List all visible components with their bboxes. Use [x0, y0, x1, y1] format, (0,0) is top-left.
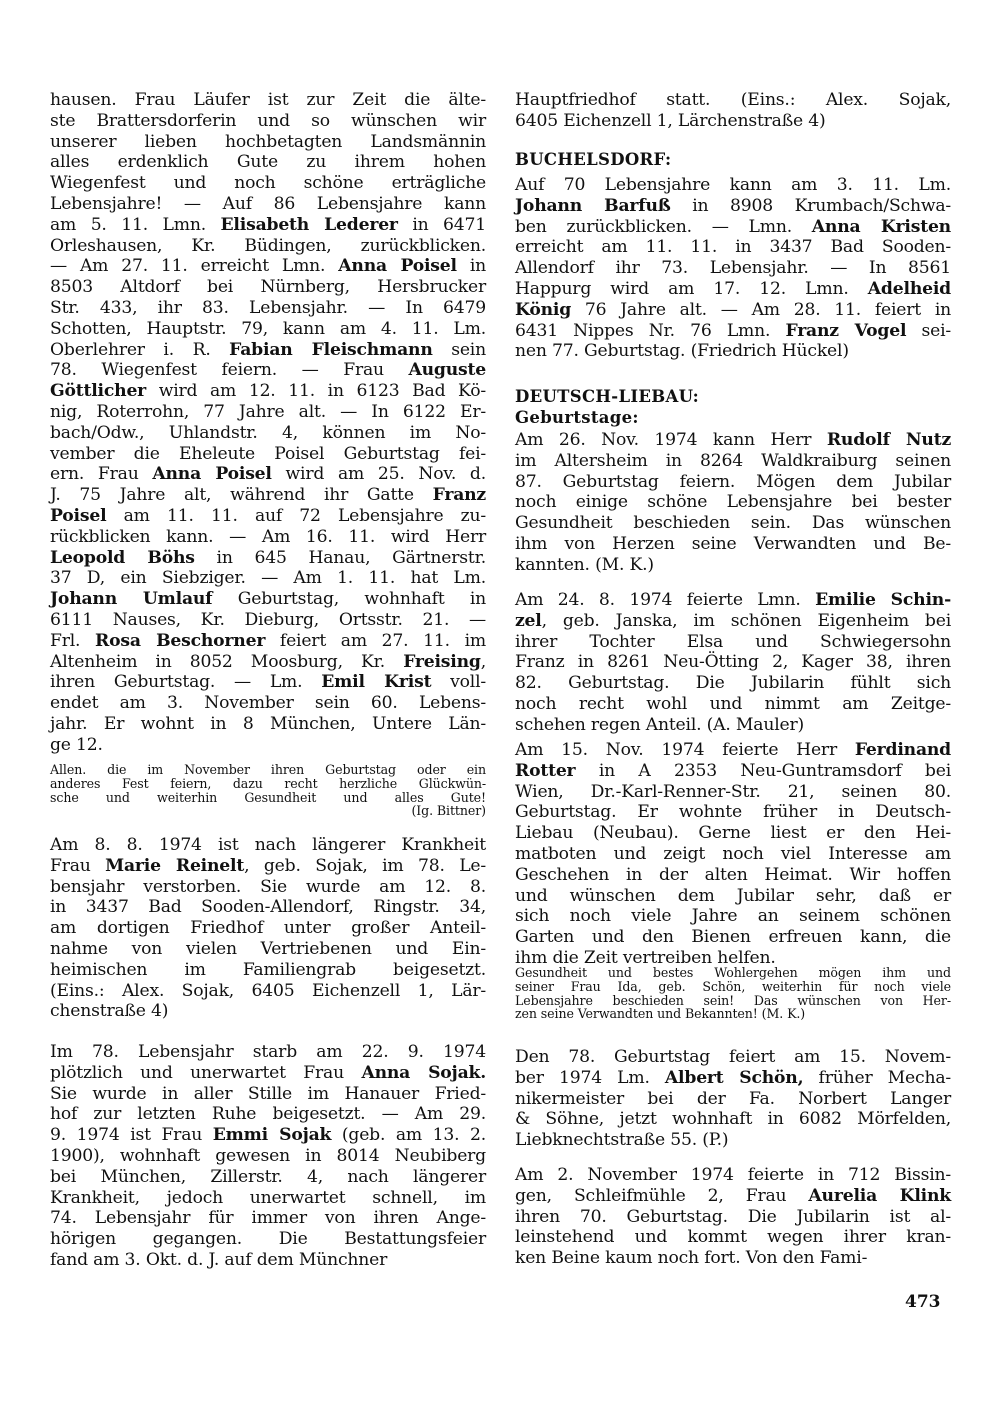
- paragraph: [50, 1042, 486, 1271]
- text-line: [515, 387, 951, 408]
- text-line: [50, 1167, 486, 1188]
- person-name: Aurelia Klink: [808, 1185, 951, 1206]
- text-segment: 74. Lebensjahr für immer von ihren Ange-: [50, 1208, 486, 1229]
- text-segment: noch einige schöne Lebensjahre bei bester: [515, 492, 951, 513]
- text-line: [515, 1068, 951, 1089]
- text-line: [50, 402, 486, 423]
- text-segment: BUCHELSDORF:: [515, 150, 672, 169]
- text-line: [50, 589, 486, 610]
- text-segment: am 11. 11. auf 72 Lebensjahre zu-: [106, 505, 486, 526]
- text-segment: endet am 3. November sein 60. Lebens-: [50, 693, 486, 714]
- text-line: [50, 877, 486, 898]
- text-line: [515, 258, 951, 279]
- text-line: [515, 823, 951, 844]
- text-segment: & Söhne, jetzt wohnhaft in 6082 Mörfelden,: [515, 1109, 951, 1130]
- text-line: [50, 1229, 486, 1250]
- paragraph: [515, 590, 951, 736]
- text-line: [515, 1047, 951, 1068]
- text-line: [50, 319, 486, 340]
- text-line: [50, 981, 486, 1002]
- text-segment: Schotten, Hauptstr. 79, kann am 4. 11. Lm.: [50, 318, 486, 339]
- text-line: [515, 927, 951, 948]
- paragraph: [515, 430, 951, 576]
- person-name: Elisabeth Lederer: [220, 214, 398, 235]
- text-segment: unserer lieben hochbetagten Landsmännin: [50, 131, 486, 152]
- person-name: Johann Barfuß: [515, 195, 671, 216]
- text-line: [515, 1248, 951, 1269]
- paragraph: [50, 835, 486, 1022]
- text-line: [50, 506, 486, 527]
- text-line: [50, 464, 486, 485]
- text-segment: ihrer Tochter Elsa und Schwiegersohn: [515, 631, 951, 652]
- paragraph: [50, 90, 486, 756]
- text-line: [50, 1250, 486, 1271]
- text-segment: 8503 Altdorf bei Nürnberg, Hersbrucker: [50, 277, 486, 298]
- text-line: [515, 844, 951, 865]
- text-line: [515, 451, 951, 472]
- text-line: [50, 215, 486, 236]
- person-name: Rotter: [515, 760, 576, 781]
- text-segment: Am 24. 8. 1974 feierte Lmn.: [515, 590, 816, 610]
- text-line: [50, 1001, 486, 1022]
- text-line: [515, 611, 951, 632]
- text-segment: sein: [432, 339, 486, 360]
- text-segment: ber 1974 Lm.: [515, 1067, 665, 1088]
- text-segment: jahr. Er wohnt in 8 München, Untere Län-: [50, 713, 486, 734]
- person-name: Marie Reinelt: [105, 855, 245, 876]
- text-line: [50, 485, 486, 506]
- text-line: [50, 236, 486, 257]
- text-segment: (Eins.: Alex. Sojak, 6405 Eichenzell 1, Lär-: [50, 980, 486, 1001]
- text-segment: ihren 70. Geburtstag. Die Jubilarin ist al-: [515, 1206, 951, 1227]
- text-line: [515, 90, 951, 111]
- text-line: [50, 672, 486, 693]
- text-line: [50, 340, 486, 361]
- text-line: [50, 763, 486, 777]
- text-line: [515, 761, 951, 782]
- text-line: [515, 906, 951, 927]
- text-segment: in: [456, 256, 486, 277]
- text-line: [515, 782, 951, 803]
- text-line: [515, 279, 951, 300]
- text-segment: Am 26. Nov. 1974 kann Herr: [515, 430, 827, 450]
- text-line: [50, 90, 486, 111]
- person-name: Ferdinand: [854, 740, 951, 760]
- text-segment: Geschehen in der alten Heimat. Wir hoffen: [515, 864, 951, 885]
- text-segment: chenstraße 4): [50, 1001, 169, 1022]
- text-line: [50, 960, 486, 981]
- text-line: [50, 714, 486, 735]
- text-line: [50, 693, 486, 714]
- text-segment: erreicht am 11. 11. in 3437 Bad Sooden-: [515, 237, 951, 258]
- text-segment: Hauptfriedhof statt. (Eins.: Alex. Sojak,: [515, 90, 951, 110]
- text-segment: Sie wurde in aller Stille im Hanauer Fried-: [50, 1083, 486, 1104]
- text-segment: ben zurückblicken. — Lmn.: [515, 216, 812, 237]
- page-number: 473: [905, 1292, 941, 1312]
- text-line: [50, 1104, 486, 1125]
- text-line: [515, 1186, 951, 1207]
- text-line: [515, 652, 951, 673]
- text-segment: Lebensjahre beschieden sein! Das wünschen von Her-: [515, 992, 951, 1008]
- small-print-note: [515, 966, 951, 1021]
- text-segment: J. 75 Jahre alt, während ihr Gatte: [50, 485, 433, 506]
- text-segment: wird am 25. Nov. d.: [271, 464, 486, 485]
- text-line: [515, 321, 951, 342]
- text-line: [515, 673, 951, 694]
- person-name: zel: [515, 610, 542, 631]
- text-segment: in 6471: [397, 214, 486, 235]
- text-line: [50, 897, 486, 918]
- text-segment: zen seine Verwandten und Bekannten! (M. K.): [515, 1006, 806, 1022]
- text-line: [515, 632, 951, 653]
- text-line: [50, 1208, 486, 1229]
- paragraph: [515, 740, 951, 969]
- text-segment: Lebensjahre! — Auf 86 Lebensjahre kann: [50, 193, 486, 214]
- person-name: Poisel: [50, 505, 107, 526]
- text-line: [515, 237, 951, 258]
- text-segment: feiert am 27. 11. im: [265, 630, 486, 651]
- text-line: [515, 1227, 951, 1248]
- text-line: [515, 865, 951, 886]
- text-segment: Oberlehrer i. R.: [50, 339, 230, 360]
- text-segment: (geb. am 13. 2.: [331, 1125, 486, 1146]
- text-line: [50, 568, 486, 589]
- text-segment: , geb. Sojak, im 78. Le-: [244, 855, 486, 876]
- text-segment: nikermeister bei der Fa. Norbert Langer: [515, 1088, 951, 1109]
- text-segment: in 8908 Krumbach/Schwa-: [670, 195, 952, 216]
- text-line: [515, 534, 951, 555]
- text-line: [50, 152, 486, 173]
- text-segment: anderes Fest feiern, dazu recht herzliche Glückwün-: [50, 775, 486, 791]
- text-line: [50, 791, 486, 805]
- text-line: [50, 835, 486, 856]
- text-segment: Liebknechtstraße 55. (P.): [515, 1130, 729, 1151]
- text-segment: Gesundheit beschieden sein. Das wünschen: [515, 513, 951, 534]
- text-segment: 6431 Nippes Nr. 76 Lmn.: [515, 320, 786, 341]
- text-segment: in 3437 Bad Sooden-Allendorf, Ringstr. 34,: [50, 897, 486, 918]
- text-line: [515, 217, 951, 238]
- text-segment: Liebau (Neubau). Gerne liest er den Hei-: [515, 823, 951, 844]
- text-line: [515, 980, 951, 994]
- text-segment: Str. 433, ihr 83. Lebensjahr. — In 6479: [50, 297, 486, 318]
- text-segment: Gesundheit und bestes Wohlergehen mögen ihm und: [515, 965, 951, 980]
- text-segment: hausen. Frau Läufer ist zur Zeit die älte-: [50, 90, 486, 110]
- person-name: Albert Schön,: [664, 1067, 804, 1088]
- text-line: [515, 430, 951, 451]
- text-segment: ge 12.: [50, 734, 103, 755]
- person-name: Auguste: [408, 360, 486, 381]
- text-line: [50, 1146, 486, 1167]
- text-segment: nen 77. Geburtstag. (Friedrich Hückel): [515, 341, 849, 362]
- text-line: [50, 1042, 486, 1063]
- person-name: Franz Vogel: [785, 320, 907, 341]
- text-segment: 82. Geburtstag. Die Jubilarin fühlt sich: [515, 673, 951, 694]
- text-segment: bei München, Zillerstr. 4, nach längerer: [50, 1166, 486, 1187]
- text-line: [515, 513, 951, 534]
- person-name: Franz: [432, 485, 486, 506]
- person-name: Fabian Fleischmann: [229, 339, 433, 360]
- text-segment: (Ig. Bittner): [411, 803, 486, 819]
- text-segment: Frl.: [50, 630, 96, 651]
- text-line: [50, 777, 486, 791]
- person-name: Adelheid: [867, 278, 951, 299]
- text-segment: in A 2353 Neu-Guntramsdorf bei: [575, 760, 951, 781]
- text-segment: Geburtstag. Er wohnte früher in Deutsch-: [515, 802, 951, 823]
- text-segment: Krankheit, jedoch unerwartet schnell, im: [50, 1187, 486, 1208]
- text-line: [515, 886, 951, 907]
- section-heading: [515, 387, 951, 408]
- text-segment: Am 2. November 1974 feierte in 712 Bissin-: [515, 1165, 951, 1185]
- text-segment: ste Brattersdorferin und so wünschen wir: [50, 110, 486, 131]
- text-line: [50, 939, 486, 960]
- text-line: [50, 918, 486, 939]
- text-segment: ern. Frau: [50, 464, 153, 485]
- person-name: Leopold Böhs: [50, 547, 195, 568]
- text-segment: Franz in 8261 Neu-Ötting 2, Kager 38, ihren: [515, 652, 951, 673]
- text-segment: 87. Geburtstag feiern. Mögen dem Jubilar: [515, 471, 951, 492]
- text-line: [50, 527, 486, 548]
- text-segment: Geburtstag, wohnhaft in: [212, 589, 486, 610]
- text-segment: Frau: [50, 855, 106, 876]
- text-segment: im Altersheim in 8264 Waldkraiburg seinen: [515, 450, 951, 471]
- text-segment: am dortigen Friedhof unter großer Anteil-: [50, 918, 486, 939]
- text-segment: 78. Wiegenfest feiern. — Frau: [50, 360, 409, 381]
- text-line: [50, 735, 486, 756]
- text-line: [50, 1125, 486, 1146]
- text-segment: am 5. 11. Lmn.: [50, 214, 221, 235]
- text-line: [50, 277, 486, 298]
- text-segment: noch recht wohl und nimmt am Zeitge-: [515, 693, 951, 714]
- text-segment: bach/Odw., Uhlandstr. 4, können im No-: [50, 422, 486, 443]
- text-line: [515, 555, 951, 576]
- text-line: [515, 492, 951, 513]
- person-name: Freising: [403, 651, 481, 672]
- text-segment: früher Mecha-: [803, 1067, 951, 1088]
- text-segment: rückblicken kann. — Am 16. 11. wird Herr: [50, 526, 486, 547]
- text-segment: 1900), wohnhaft gewesen in 8014 Neubiberg: [50, 1145, 486, 1166]
- text-segment: Wien, Dr.-Karl-Renner-Str. 21, seinen 80.: [515, 781, 951, 802]
- person-name: Anna Sojak.: [361, 1062, 487, 1083]
- text-line: [515, 966, 951, 980]
- text-line: [515, 715, 951, 736]
- text-line: [50, 652, 486, 673]
- text-line: [515, 1089, 951, 1110]
- text-segment: Am 15. Nov. 1974 feierte Herr: [515, 740, 855, 760]
- text-segment: voll-: [431, 672, 487, 693]
- text-segment: ,: [480, 651, 486, 672]
- text-line: [515, 472, 951, 493]
- text-line: [50, 1063, 486, 1084]
- text-segment: hof zur letzten Ruhe beigesetzt. — Am 29.: [50, 1104, 486, 1125]
- text-line: [50, 631, 486, 652]
- text-segment: in 645 Hanau, Gärtnerstr.: [194, 547, 487, 568]
- text-segment: Orleshausen, Kr. Büdingen, zurückblicken.: [50, 235, 486, 256]
- text-segment: DEUTSCH-LIEBAU:: [515, 387, 700, 406]
- text-line: [50, 173, 486, 194]
- person-name: König: [515, 299, 572, 320]
- text-line: [515, 1165, 951, 1186]
- text-segment: plötzlich und unerwartet Frau: [50, 1062, 362, 1083]
- text-line: [515, 694, 951, 715]
- text-line: [515, 408, 951, 429]
- text-line: [50, 256, 486, 277]
- text-segment: hörigen gegangen. Die Bestattungsfeier: [50, 1229, 486, 1250]
- text-line: [515, 300, 951, 321]
- text-line: [50, 610, 486, 631]
- text-segment: Allendorf ihr 73. Lebensjahr. — In 8561: [515, 258, 951, 279]
- text-segment: fand am 3. Okt. d. J. auf dem Münchner: [50, 1249, 388, 1270]
- text-line: [515, 1007, 951, 1021]
- text-line: [515, 802, 951, 823]
- person-name: Anna Poisel: [152, 464, 272, 485]
- paragraph: [515, 175, 951, 362]
- text-segment: sei-: [906, 320, 952, 341]
- text-segment: Happurg wird am 17. 12. Lmn.: [515, 278, 868, 299]
- person-name: Göttlicher: [50, 381, 147, 402]
- text-line: [515, 341, 951, 362]
- person-name: Johann Umlauf: [50, 589, 213, 610]
- text-line: [50, 111, 486, 132]
- text-segment: Allen. die im November ihren Geburtstag oder ein: [50, 762, 486, 777]
- text-line: [515, 590, 951, 611]
- text-segment: Den 78. Geburtstag feiert am 15. Novem-: [515, 1047, 951, 1067]
- text-line: [50, 423, 486, 444]
- text-segment: Im 78. Lebensjahr starb am 22. 9. 1974: [50, 1042, 486, 1062]
- text-line: [515, 1109, 951, 1130]
- text-line: [515, 1207, 951, 1228]
- text-segment: ihm von Herzen seine Verwandten und Be-: [515, 533, 951, 554]
- text-segment: Altenheim in 8052 Moosburg, Kr.: [50, 651, 404, 672]
- text-line: [50, 548, 486, 569]
- text-segment: , geb. Janska, im schönen Eigenheim bei: [541, 610, 951, 631]
- paragraph: [515, 90, 951, 132]
- text-line: [50, 360, 486, 381]
- person-name: Rosa Beschorner: [95, 630, 266, 651]
- text-segment: ihren Geburtstag. — Lm.: [50, 672, 322, 693]
- text-line: [515, 994, 951, 1008]
- section-heading: [515, 150, 951, 171]
- text-line: [515, 111, 951, 132]
- text-segment: sche und weiterhin Gesundheit und alles Gute!: [50, 789, 486, 805]
- text-line: [50, 804, 486, 818]
- text-segment: nig, Roterrohn, 77 Jahre alt. — In 6122 Er-: [50, 401, 486, 422]
- text-segment: ken Beine kaum noch fort. Von den Fami-: [515, 1248, 868, 1269]
- text-segment: Geburtstage:: [515, 408, 639, 427]
- text-line: [515, 150, 951, 171]
- text-segment: sich noch viele Jahre an seinem schönen: [515, 906, 951, 927]
- text-line: [515, 740, 951, 761]
- text-segment: vember die Eheleute Poisel Geburtstag fei-: [50, 443, 486, 464]
- text-line: [50, 1188, 486, 1209]
- text-segment: seiner Frau Ida, geb. Schön, weiterhin für noch viele: [515, 978, 951, 994]
- text-segment: leinstehend und kommt wegen ihrer kran-: [515, 1227, 951, 1248]
- text-line: [50, 381, 486, 402]
- text-segment: Auf 70 Lebensjahre kann am 3. 11. Lm.: [515, 175, 951, 195]
- text-segment: heimischen im Familiengrab beigesetzt.: [50, 959, 486, 980]
- text-segment: nahme von vielen Vertriebenen und Ein-: [50, 938, 486, 959]
- text-line: [50, 444, 486, 465]
- text-segment: schehen regen Anteil. (A. Mauler): [515, 714, 804, 735]
- person-name: Rudolf Nutz: [826, 430, 952, 450]
- text-segment: wird am 12. 11. in 6123 Bad Kö-: [146, 381, 486, 402]
- text-line: [515, 175, 951, 196]
- person-name: Emil Krist: [321, 672, 432, 693]
- text-segment: 6405 Eichenzell 1, Lärchenstraße 4): [515, 110, 826, 131]
- person-name: Anna Poisel: [338, 256, 457, 277]
- text-line: [50, 194, 486, 215]
- paragraph: [515, 1047, 951, 1151]
- text-segment: Am 8. 8. 1974 ist nach längerer Krankheit: [50, 835, 486, 855]
- text-line: [515, 196, 951, 217]
- person-name: Emmi Sojak: [212, 1125, 332, 1146]
- paragraph: [515, 1165, 951, 1269]
- text-segment: 37 D, ein Siebziger. — Am 1. 11. hat Lm.: [50, 568, 486, 589]
- text-line: [50, 856, 486, 877]
- text-segment: Wiegenfest und noch schöne erträgliche: [50, 173, 486, 194]
- person-name: Anna Kristen: [811, 216, 951, 237]
- text-line: [50, 132, 486, 153]
- text-segment: 6111 Nauses, Kr. Dieburg, Ortsstr. 21. —: [50, 609, 486, 630]
- text-segment: kannten. (M. K.): [515, 554, 654, 575]
- text-segment: — Am 27. 11. erreicht Lmn.: [50, 256, 339, 277]
- text-segment: alles erdenklich Gute zu ihrem hohen: [50, 152, 486, 173]
- section-heading: [515, 408, 951, 429]
- text-segment: 76 Jahre alt. — Am 28. 11. feiert in: [571, 299, 951, 320]
- text-line: [50, 1084, 486, 1105]
- text-segment: gen, Schleifmühle 2, Frau: [515, 1185, 809, 1206]
- person-name: Emilie Schin-: [815, 590, 952, 610]
- text-segment: ihm die Zeit vertreiben helfen.: [515, 947, 776, 968]
- small-print-note: [50, 763, 486, 818]
- text-segment: 9. 1974 ist Frau: [50, 1125, 213, 1146]
- text-line: [515, 1130, 951, 1151]
- text-segment: bensjahr verstorben. Sie wurde am 12. 8.: [50, 876, 486, 897]
- text-line: [50, 298, 486, 319]
- text-segment: matboten und zeigt noch viel Interesse am: [515, 843, 951, 864]
- text-segment: Garten und den Bienen erfreuen kann, die: [515, 927, 951, 948]
- text-segment: und wünschen dem Jubilar sehr, daß er: [515, 885, 951, 906]
